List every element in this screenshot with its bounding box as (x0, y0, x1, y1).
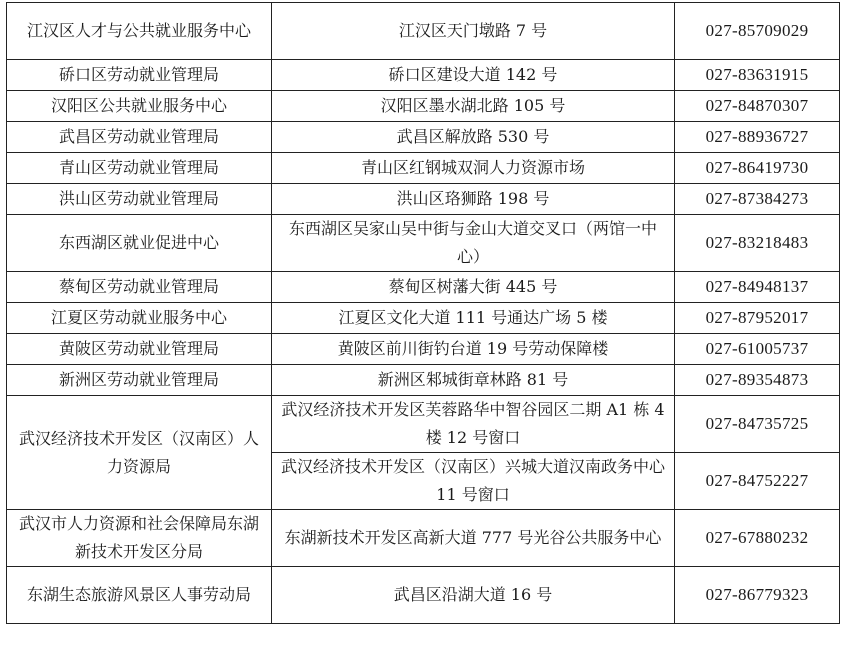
table-row (7, 365, 840, 396)
org-phone: 027-84870307 (675, 91, 840, 122)
org-phone: 027-87384273 (675, 184, 840, 215)
org-address: 汉阳区墨水湖北路 105 号 (272, 91, 675, 122)
org-name: 青山区劳动就业管理局 (7, 153, 272, 184)
org-phone: 027-87952017 (675, 303, 840, 334)
org-name: 江汉区人才与公共就业服务中心 (7, 3, 272, 60)
org-phone: 027-84752227 (675, 453, 840, 510)
employment-offices-table (6, 2, 840, 624)
org-phone: 027-86779323 (675, 567, 840, 624)
org-address: 东西湖区吴家山吴中街与金山大道交叉口（两馆一中心） (272, 215, 675, 272)
org-address: 洪山区珞狮路 198 号 (272, 184, 675, 215)
org-address: 东湖新技术开发区高新大道 777 号光谷公共服务中心 (272, 510, 675, 567)
org-name: 武汉经济技术开发区（汉南区）人力资源局 (7, 396, 272, 510)
org-name: 洪山区劳动就业管理局 (7, 184, 272, 215)
table-row (7, 396, 840, 453)
table-row (7, 184, 840, 215)
org-name: 新洲区劳动就业管理局 (7, 365, 272, 396)
org-address: 青山区红钢城双洞人力资源市场 (272, 153, 675, 184)
table-row (7, 60, 840, 91)
table-row (7, 153, 840, 184)
org-name: 江夏区劳动就业服务中心 (7, 303, 272, 334)
org-address: 武汉经济技术开发区（汉南区）兴城大道汉南政务中心 11 号窗口 (272, 453, 675, 510)
org-phone: 027-83631915 (675, 60, 840, 91)
org-address: 硚口区建设大道 142 号 (272, 60, 675, 91)
org-phone: 027-86419730 (675, 153, 840, 184)
org-phone: 027-61005737 (675, 334, 840, 365)
table-row (7, 122, 840, 153)
org-name: 武昌区劳动就业管理局 (7, 122, 272, 153)
org-address: 武昌区解放路 530 号 (272, 122, 675, 153)
table-row (7, 303, 840, 334)
org-phone: 027-83218483 (675, 215, 840, 272)
table-row (7, 334, 840, 365)
org-phone: 027-84735725 (675, 396, 840, 453)
org-phone: 027-89354873 (675, 365, 840, 396)
table-row (7, 91, 840, 122)
org-address: 黄陂区前川街钓台道 19 号劳动保障楼 (272, 334, 675, 365)
org-name: 汉阳区公共就业服务中心 (7, 91, 272, 122)
org-phone: 027-84948137 (675, 272, 840, 303)
table-row (7, 272, 840, 303)
org-name: 东湖生态旅游风景区人事劳动局 (7, 567, 272, 624)
org-phone: 027-85709029 (675, 3, 840, 60)
org-address: 蔡甸区树藩大街 445 号 (272, 272, 675, 303)
org-name: 东西湖区就业促进中心 (7, 215, 272, 272)
org-address: 新洲区邾城街章林路 81 号 (272, 365, 675, 396)
org-phone: 027-88936727 (675, 122, 840, 153)
org-address: 武汉经济技术开发区芙蓉路华中智谷园区二期 A1 栋 4 楼 12 号窗口 (272, 396, 675, 453)
table-row (7, 510, 840, 567)
org-name: 硚口区劳动就业管理局 (7, 60, 272, 91)
table-row (7, 567, 840, 624)
table-row (7, 3, 840, 60)
org-name: 武汉市人力资源和社会保障局东湖新技术开发区分局 (7, 510, 272, 567)
org-address: 江夏区文化大道 111 号通达广场 5 楼 (272, 303, 675, 334)
org-name: 蔡甸区劳动就业管理局 (7, 272, 272, 303)
org-name: 黄陂区劳动就业管理局 (7, 334, 272, 365)
org-address: 江汉区天门墩路 7 号 (272, 3, 675, 60)
table-row (7, 215, 840, 272)
org-phone: 027-67880232 (675, 510, 840, 567)
org-address: 武昌区沿湖大道 16 号 (272, 567, 675, 624)
